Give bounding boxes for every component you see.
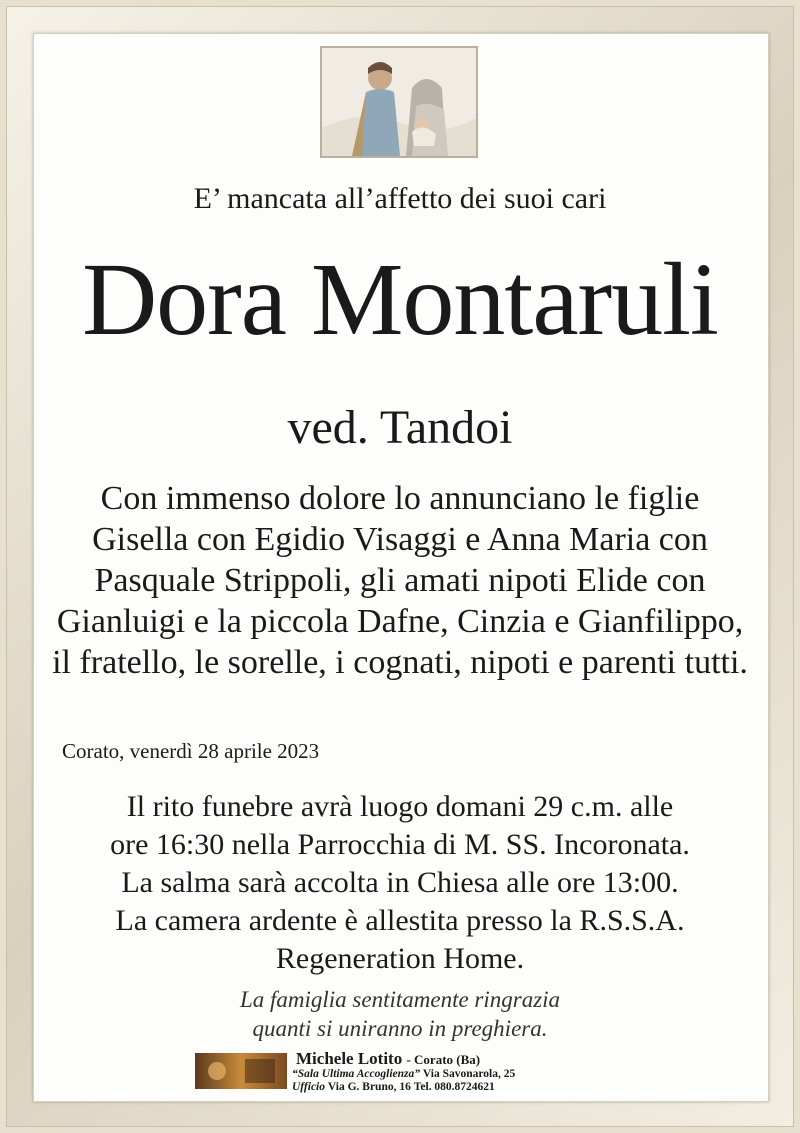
rite-line: ore 16:30 nella Parrocchia di M. SS. Incoronata.	[110, 828, 690, 861]
agency-name-line	[296, 1049, 480, 1069]
deceased-name: Dora Montaruli	[82, 242, 718, 357]
announcement-block	[0, 478, 800, 683]
widow-of-text: ved. Tandoi	[287, 401, 513, 454]
announcement-line: Gisella con Egidio Visaggi e Anna Maria con	[92, 521, 708, 558]
rite-line: Regeneration Home.	[275, 942, 525, 975]
rite-line: La salma sarà accolta in Chiesa alle ore 13:00.	[121, 866, 679, 899]
place-date: Corato, venerdì 28 aprile 2023	[62, 739, 320, 763]
agency-name: Michele Lotito	[296, 1049, 403, 1068]
thanks-block	[0, 985, 800, 1043]
phone-number: Tel. 080.8724621	[413, 1081, 495, 1093]
holy-family-icon	[320, 46, 478, 158]
rite-block	[0, 788, 800, 978]
rite-line: Il rito funebre avrà luogo domani 29 c.m. alle	[126, 790, 674, 823]
agency-city: - Corato (Ba)	[406, 1052, 481, 1067]
intro-text: E’ mancata all’affetto dei suoi cari	[193, 182, 607, 215]
thanks-line: La famiglia sentitamente ringrazia	[239, 987, 561, 1012]
thanks-line: quanti si uniranno in preghiera.	[252, 1016, 548, 1041]
rite-line: La camera ardente è allestita presso la R.S.S.A.	[115, 904, 685, 937]
sala-line	[292, 1068, 515, 1080]
sala-address: Via Savonarola, 25	[422, 1068, 516, 1080]
announcement-line: Con immenso dolore lo annunciano le figlie	[100, 480, 700, 517]
announcement-line: il fratello, le sorelle, i cognati, nipoti e parenti tutti.	[52, 644, 748, 681]
office-address: Via G. Bruno, 16	[327, 1081, 411, 1093]
office-label: Ufficio	[292, 1081, 326, 1093]
sala-name: “Sala Ultima Accoglienza”	[292, 1068, 420, 1080]
office-line	[292, 1081, 495, 1093]
announcement-line: Gianluigi e la piccola Dafne, Cinzia e Gianfilippo,	[56, 603, 744, 640]
agency-logo-icon	[195, 1053, 287, 1089]
announcement-line: Pasquale Strippoli, gli amati nipoti Elide con	[94, 562, 706, 599]
